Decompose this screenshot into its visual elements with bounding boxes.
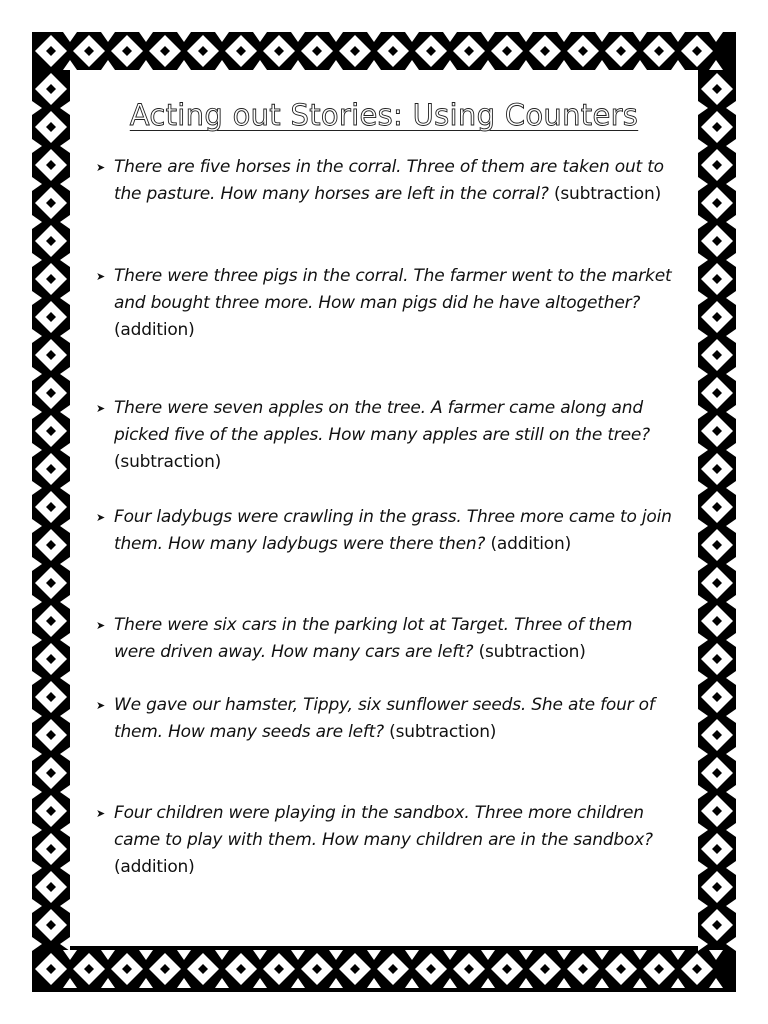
operation-tag: (addition) [490,534,572,554]
problem-text: There were three pigs in the corral. The farmer went to the market and bought three more. How man pigs did he have altogether? [114,266,672,313]
operation-tag: (subtraction) [114,452,222,472]
story-problem [96,504,674,558]
operation-tag: (subtraction) [553,184,662,204]
story-problem [96,800,674,881]
problem-text: Four ladybugs were crawling in the grass. Three more came to join them. How many ladybugs were there then? [114,507,672,554]
problem-text: We gave our hamster, Tippy, six sunflower seeds. She ate four of them. How many seeds are left? [114,695,655,742]
arrowhead-bullet-icon: ➤ [96,699,106,712]
page-title: Acting out Stories: Using Counters [129,98,639,132]
operation-tag: (addition) [114,857,195,877]
arrowhead-bullet-icon: ➤ [96,807,106,820]
arrowhead-bullet-icon: ➤ [96,161,106,174]
arrowhead-bullet-icon: ➤ [96,619,106,632]
operation-tag: (addition) [114,320,195,340]
arrowhead-bullet-icon: ➤ [96,270,106,283]
problem-text: There are five horses in the corral. Three of them are taken out to the pasture. How many horses are left in the corral? [114,157,664,204]
story-problem [96,154,674,208]
arrowhead-bullet-icon: ➤ [96,511,106,524]
arrowhead-bullet-icon: ➤ [96,402,106,415]
operation-tag: (subtraction) [389,722,497,742]
story-problem [96,263,674,344]
problem-text: There were seven apples on the tree. A farmer came along and picked five of the apples. How many apples are still on the tree? [114,398,650,445]
story-problem [96,395,674,476]
problem-text: Four children were playing in the sandbox. Three more children came to play with them. How many children are in the sandbox? [114,803,653,850]
problem-text: There were six cars in the parking lot at Target. Three of them were driven away. How many cars are left? [114,615,633,662]
operation-tag: (subtraction) [478,642,586,662]
story-problem [96,692,674,746]
worksheet-content [70,70,698,946]
story-problem [96,612,674,666]
